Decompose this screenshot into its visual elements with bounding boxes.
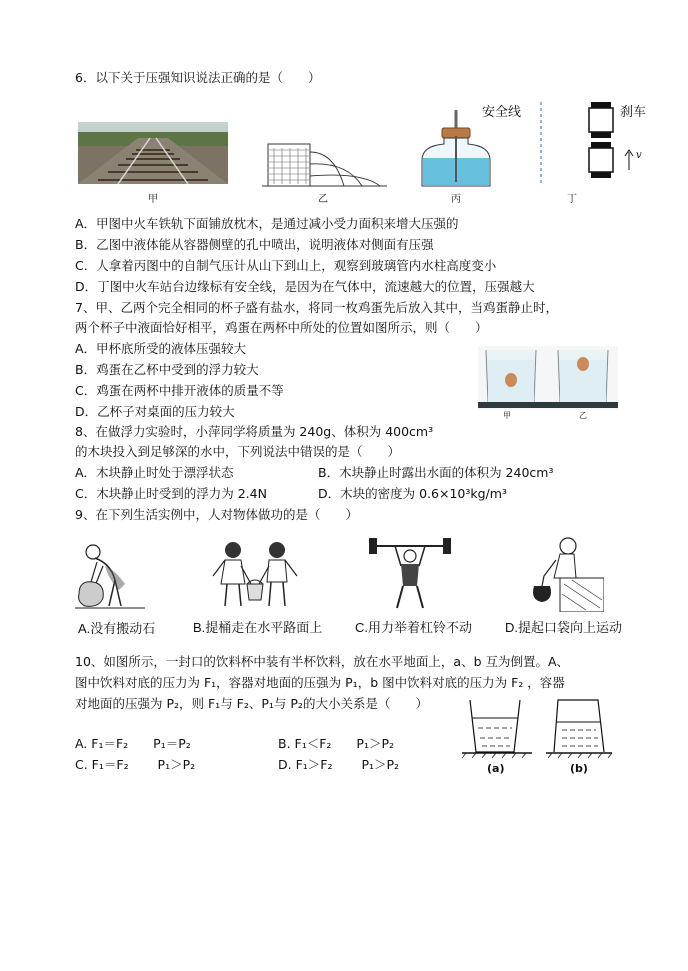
q10-stem-line-3: 对地面的压强为 P₂，则 F₁与 F₂、P₁与 P₂的大小关系是（ ）: [75, 696, 428, 711]
train-figure: [585, 100, 617, 186]
q10-option-b: B. F₁＜F₂ P₁＞P₂: [278, 736, 395, 751]
railway-photo: [78, 122, 228, 184]
q7-stem-line-2: 两个杯子中液面恰好相平，鸡蛋在两杯中所处的位置如图所示，则（ ）: [75, 320, 488, 335]
cups-ab-figure: [462, 696, 612, 760]
cup-label-b: (b): [570, 762, 588, 775]
q8-option-d: D．木块的密度为 0.6×10³kg/m³: [318, 486, 507, 501]
fig-label-jia: 甲: [148, 194, 158, 205]
carrying-bucket-figure: [205, 540, 305, 612]
q10-option-d: D. F₁＞F₂ P₁＞P₂: [278, 757, 400, 772]
brake-label: 刹车: [620, 105, 647, 120]
cup-label-jia: 甲: [503, 411, 511, 420]
q8-option-b: B．木块静止时露出水面的体积为 240cm³: [318, 465, 554, 480]
velocity-label: v: [636, 150, 642, 161]
safety-line: [538, 100, 550, 186]
q10-stem-line-1: 10、如图所示，一封口的饮料杯中装有半杯饮料，放在水平地面上，a、b 互为倒置。A、: [75, 654, 570, 669]
fig-label-bing: 丙: [451, 194, 461, 205]
q8-option-a: A．木块静止时处于漂浮状态: [75, 465, 234, 480]
cup-label-yi: 乙: [579, 411, 587, 420]
safety-line-label: 安全线: [482, 105, 522, 120]
q9-caption-b: B.提桶走在水平路面上: [193, 620, 323, 635]
q10-stem-line-2: 图中饮料对底的压力为 F₁，容器对地面的压强为 P₁，b 图中饮料对底的压力为 F₂ ，容器: [75, 675, 565, 690]
q10-option-c: C. F₁＝F₂ P₁＞P₂: [75, 757, 196, 772]
barometer-bottle-figure: [418, 108, 494, 190]
velocity-arrow-icon: [623, 148, 635, 172]
q7-option-a: A．甲杯底所受的液体压强较大: [75, 341, 247, 356]
fig-label-yi: 乙: [318, 194, 328, 205]
q8-stem-line-2: 的木块投入到足够深的水中，下列说法中错误的是（ ）: [75, 444, 401, 459]
q10-option-a: A. F₁＝F₂ P₁＝P₂: [75, 736, 191, 751]
q6-option-b: B．乙图中液体能从容器侧壁的孔中喷出，说明液体对侧面有压强: [75, 237, 434, 252]
lifting-bag-figure: [520, 536, 604, 612]
q6-stem: 6．以下关于压强知识说法正确的是（ ）: [75, 70, 321, 85]
q7-option-b: B．鸡蛋在乙杯中受到的浮力较大: [75, 362, 259, 377]
q6-option-d: D．丁图中火车站台边缘标有安全线，是因为在气体中，流速越大的位置，压强越大: [75, 279, 535, 294]
q9-caption-a: A.没有搬动石: [78, 621, 156, 636]
q6-option-a: A．甲图中火车铁轨下面铺放枕木，是通过减小受力面积来增大压强的: [75, 216, 459, 231]
person-pushing-stone-figure: [75, 540, 145, 612]
container-holes-figure: [262, 138, 387, 190]
q9-stem: 9、在下列生活实例中，人对物体做功的是（ ）: [75, 507, 358, 522]
fig-label-ding: 丁: [567, 194, 577, 205]
q7-option-c: C．鸡蛋在两杯中排开液体的质量不等: [75, 383, 284, 398]
cup-label-a: (a): [487, 762, 505, 775]
q9-caption-d: D.提起口袋向上运动: [505, 620, 623, 635]
q9-caption-c: C.用力举着杠铃不动: [355, 620, 473, 635]
holding-barbell-figure: [365, 536, 455, 612]
q7-option-d: D．乙杯子对桌面的压力较大: [75, 404, 235, 419]
q6-option-c: C．人拿着丙图中的自制气压计从山下到山上，观察到玻璃管内水柱高度变小: [75, 258, 497, 273]
egg-cups-figure: [478, 346, 618, 410]
q7-stem-line-1: 7、甲、乙两个完全相同的杯子盛有盐水，将同一枚鸡蛋先后放入其中，当鸡蛋静止时，: [75, 300, 558, 315]
q8-option-c: C．木块静止时受到的浮力为 2.4N: [75, 486, 267, 501]
q8-stem-line-1: 8、在做浮力实验时，小萍同学将质量为 240g、体积为 400cm³: [75, 424, 434, 439]
